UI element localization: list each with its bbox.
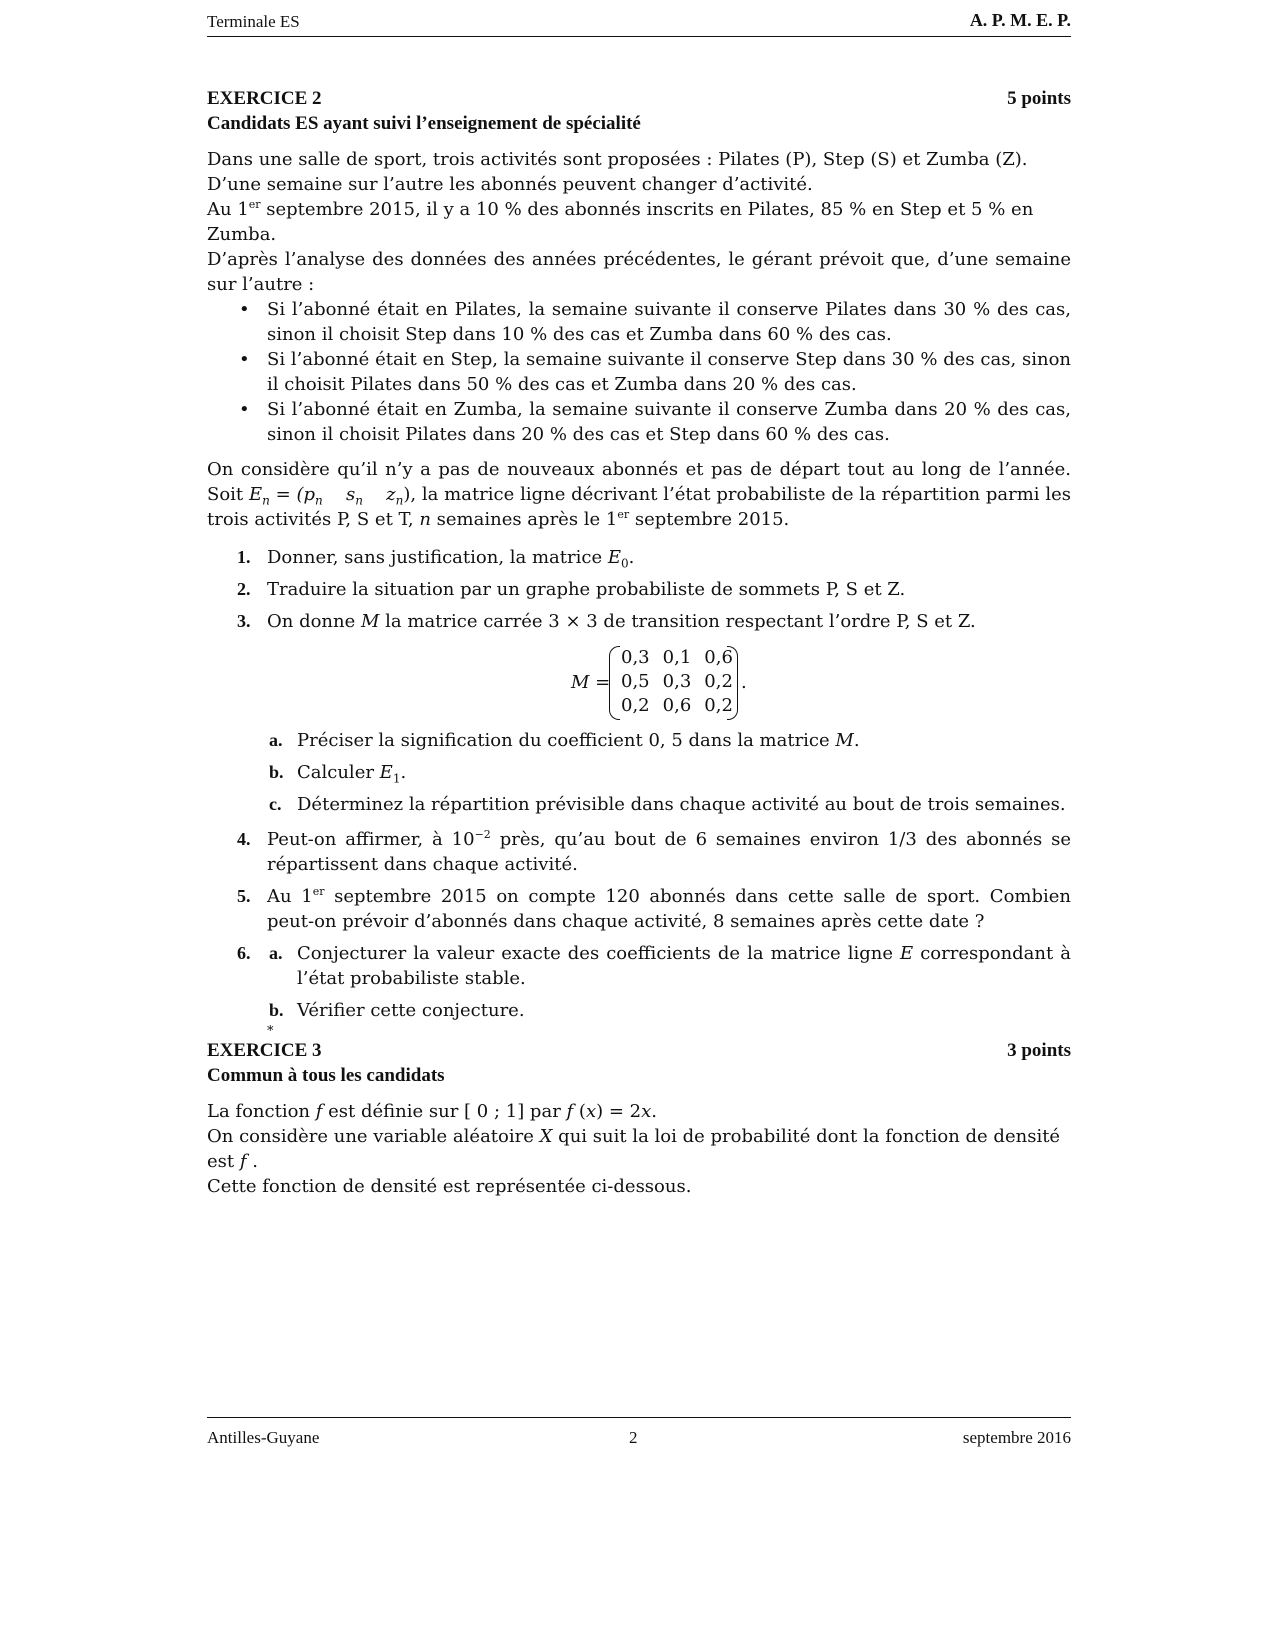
math-f-3: f	[239, 1151, 247, 1172]
page-number: 2	[629, 1428, 638, 1447]
math-n: n	[419, 509, 431, 530]
question-6a-text-b: correspondant à l’état probabiliste stable.	[297, 943, 1071, 989]
intro-line-1: Dans une salle de sport, trois activités sont proposées : Pilates (P), Step (S) et Zumba (Z).	[207, 149, 1028, 170]
matrix-cell: 0,6	[704, 647, 733, 668]
math-E: E	[248, 484, 263, 505]
state-definition	[207, 457, 1071, 532]
math-X: X	[539, 1126, 553, 1147]
state-def-c: semaines après le 1	[430, 509, 618, 530]
math-sub-n: n	[262, 493, 270, 508]
math-f: f	[315, 1101, 323, 1122]
math-sub-0: 0	[620, 556, 629, 571]
intro-line-4: D’après l’analyse des données des années précédentes, le gérant prévoit que, d’une semaine sur l’autre :	[207, 249, 1071, 295]
matrix-table	[617, 646, 742, 718]
exercise-2-title: EXERCICE 2	[207, 88, 322, 109]
question-6a-text-a: Conjecturer la valeur exacte des coefficients de la matrice ligne	[297, 943, 901, 964]
question-3b-end: .	[400, 762, 407, 783]
math-x-2: x	[641, 1101, 652, 1122]
question-2	[207, 577, 1071, 602]
question-4-text-a: Peut-on affirmer, à 10	[267, 829, 475, 850]
row-z-sub: n	[395, 493, 404, 508]
question-5-number: 5.	[237, 886, 251, 906]
question-3b-label: b.	[269, 762, 284, 782]
question-5	[207, 884, 1071, 934]
header-left: Terminale ES	[207, 12, 300, 31]
superscript-er-3: er	[312, 885, 325, 898]
ex3-line-1	[207, 1099, 1071, 1124]
question-3a-text: Préciser la signification du coefficient 0, 5 dans la matrice	[297, 730, 836, 751]
matrix-cell: 0,2	[621, 695, 650, 716]
exercise-3	[207, 1038, 1071, 1199]
question-5-text-a: Au 1	[267, 886, 313, 907]
exercise-2-intro	[207, 147, 1071, 532]
math-equals: =	[269, 484, 297, 505]
question-3b-text: Calculer	[297, 762, 380, 783]
question-3	[207, 609, 1071, 634]
row-z: z	[386, 484, 396, 505]
ex3-line-2	[207, 1124, 1071, 1174]
rule-zumba: • Si l’abonné était en Zumba, la semaine suivante il conserve Zumba dans 20 % des cas, sinon il choisit Pilates dans 20 % des cas et Step dans 60 % des cas.	[207, 397, 1071, 447]
superscript-er: er	[248, 198, 261, 211]
matrix-cell: 0,1	[662, 647, 692, 668]
question-1-text: Donner, sans justification, la matrice	[267, 547, 608, 568]
exercise-3-body	[207, 1099, 1071, 1199]
matrix-cell: 0,2	[704, 671, 733, 692]
superscript-minus-2: −2	[474, 828, 491, 841]
exercise-2-subtitle: Candidats ES ayant suivi l’enseignement de spécialité	[207, 113, 641, 134]
question-3a	[207, 728, 1071, 753]
ex3-l1-b: est définie sur [ 0 ; 1] par	[322, 1101, 567, 1122]
questions	[207, 545, 1071, 1041]
rule-pilates: • Si l’abonné était en Pilates, la semaine suivante il conserve Pilates dans 30 % des cas, sinon il choisit Step dans 10 % des cas et Zumba dans 60 % des cas.	[207, 297, 1071, 347]
math-M: M	[361, 611, 380, 632]
row-s: s	[345, 484, 356, 505]
math-sub-1: 1	[392, 771, 401, 786]
question-1-end: .	[628, 547, 635, 568]
intro-line-2: D’une semaine sur l’autre les abonnés peuvent changer d’activité.	[207, 174, 813, 195]
state-def-b: , la matrice ligne décrivant l’état probabiliste de la répartition parmi les trois activités P, S et T,	[207, 484, 1072, 530]
math-x: x	[585, 1101, 597, 1122]
question-3-text-a: On donne	[267, 611, 361, 632]
math-M-2: M	[835, 730, 854, 751]
footer-left: Antilles-Guyane	[207, 1428, 320, 1447]
row-s-sub: n	[355, 493, 363, 508]
row-matrix	[296, 484, 411, 508]
row-p-sub: n	[315, 493, 323, 508]
matrix-row-3	[617, 694, 742, 718]
ex3-l2-a: On considère une variable aléatoire	[207, 1126, 540, 1147]
question-3b	[207, 760, 1071, 785]
exercise-3-heading	[207, 1038, 1071, 1063]
transition-rules-list	[207, 297, 1071, 447]
question-2-number: 2.	[237, 579, 251, 599]
matrix-row-1	[617, 646, 742, 670]
matrix-right-bracket	[727, 646, 738, 720]
question-6b	[207, 998, 1071, 1023]
matrix-period: .	[741, 672, 747, 693]
question-1-number: 1.	[237, 547, 251, 567]
state-def-a: On considère qu’il n’y a pas de nouveaux abonnés et pas de départ tout au long de l’année. Soit	[207, 459, 1071, 505]
question-1	[207, 545, 1071, 570]
exercise-3-title: EXERCICE 3	[207, 1040, 322, 1061]
exercise-2-points: 5 points	[1007, 88, 1071, 109]
question-3-text-b: la matrice carrée 3 × 3 de transition respectant l’ordre P, S et Z.	[379, 611, 976, 632]
page-header	[207, 10, 1071, 37]
header-right: A. P. M. E. P.	[969, 10, 1071, 30]
question-6-number: 6.	[237, 943, 251, 963]
ex3-l2-b: qui suit la loi de probabilité dont la fonction de densité est	[207, 1126, 1061, 1172]
intro-line-3	[207, 197, 1071, 247]
superscript-er-2: er	[617, 508, 630, 521]
ex3-l1-e: ) = 2	[596, 1101, 642, 1122]
ex3-l2-c: .	[246, 1151, 258, 1172]
question-3a-end: .	[853, 730, 860, 751]
matrix-cell: 0,3	[621, 647, 650, 668]
exercise-3-points: 3 points	[1007, 1040, 1071, 1061]
question-3c-text: Déterminez la répartition prévisible dans chaque activité au bout de trois semaines.	[297, 794, 1066, 815]
exercise-3-subtitle: Commun à tous les candidats	[207, 1065, 445, 1086]
question-6a-label: a.	[269, 943, 283, 963]
page-footer	[207, 1417, 1071, 1447]
exercise-2-heading	[207, 86, 1071, 111]
matrix-row-2	[617, 670, 742, 694]
ex3-l1-a: La fonction	[207, 1101, 316, 1122]
matrix-cell: 0,5	[621, 671, 650, 692]
ex3-l1-d: (	[573, 1101, 586, 1122]
question-4	[207, 827, 1071, 877]
question-4-text-b: près, qu’au bout de 6 semaines environ 1/3 des abonnés se répartissent dans chaque activité.	[267, 829, 1071, 875]
math-E0: E	[607, 547, 621, 568]
question-3a-label: a.	[269, 730, 283, 750]
row-close: )	[403, 484, 411, 505]
question-3c	[207, 792, 1071, 817]
rule-step: • Si l’abonné était en Step, la semaine suivante il conserve Step dans 30 % des cas, sinon il choisit Pilates dans 50 % des cas et Zumba dans 20 % des cas.	[207, 347, 1071, 397]
transition-matrix	[207, 646, 1071, 720]
ex3-l1-f: .	[651, 1101, 657, 1122]
state-def-d: septembre 2015.	[629, 509, 790, 530]
question-6a	[207, 941, 1071, 991]
question-2-text: Traduire la situation par un graphe probabiliste de sommets P, S et Z.	[267, 579, 906, 600]
question-6b-label: b.	[269, 1000, 284, 1020]
math-f-2: f	[566, 1101, 574, 1122]
matrix-cell: 0,6	[662, 695, 692, 716]
matrix-cell: 0,3	[662, 671, 692, 692]
question-3c-label: c.	[269, 794, 282, 814]
row-p: (p	[296, 484, 316, 505]
ex3-line-3: Cette fonction de densité est représentée ci-dessous.	[207, 1176, 692, 1197]
math-E1: E	[379, 762, 393, 783]
math-E-stable: E	[900, 943, 914, 964]
exercise-2	[207, 86, 1071, 1041]
intro-line-3-a: Au 1	[207, 199, 249, 220]
separator-star: *	[267, 1024, 274, 1039]
question-4-number: 4.	[237, 829, 251, 849]
matrix-cell: 0,2	[704, 695, 733, 716]
intro-line-3-b: septembre 2015, il y a 10 % des abonnés inscrits en Pilates, 85 % en Step et 5 % en Zumba.	[207, 199, 1034, 245]
matrix-lhs: M =	[571, 672, 611, 693]
question-5-text-b: septembre 2015 on compte 120 abonnés dans cette salle de sport. Combien peut-on prévoir d’abonnés dans chaque activité, 8 semaines après cette date ?	[267, 886, 1071, 932]
footer-right: septembre 2016	[962, 1428, 1071, 1447]
question-6b-text: Vérifier cette conjecture.	[297, 1000, 525, 1021]
question-3-number: 3.	[237, 611, 251, 631]
